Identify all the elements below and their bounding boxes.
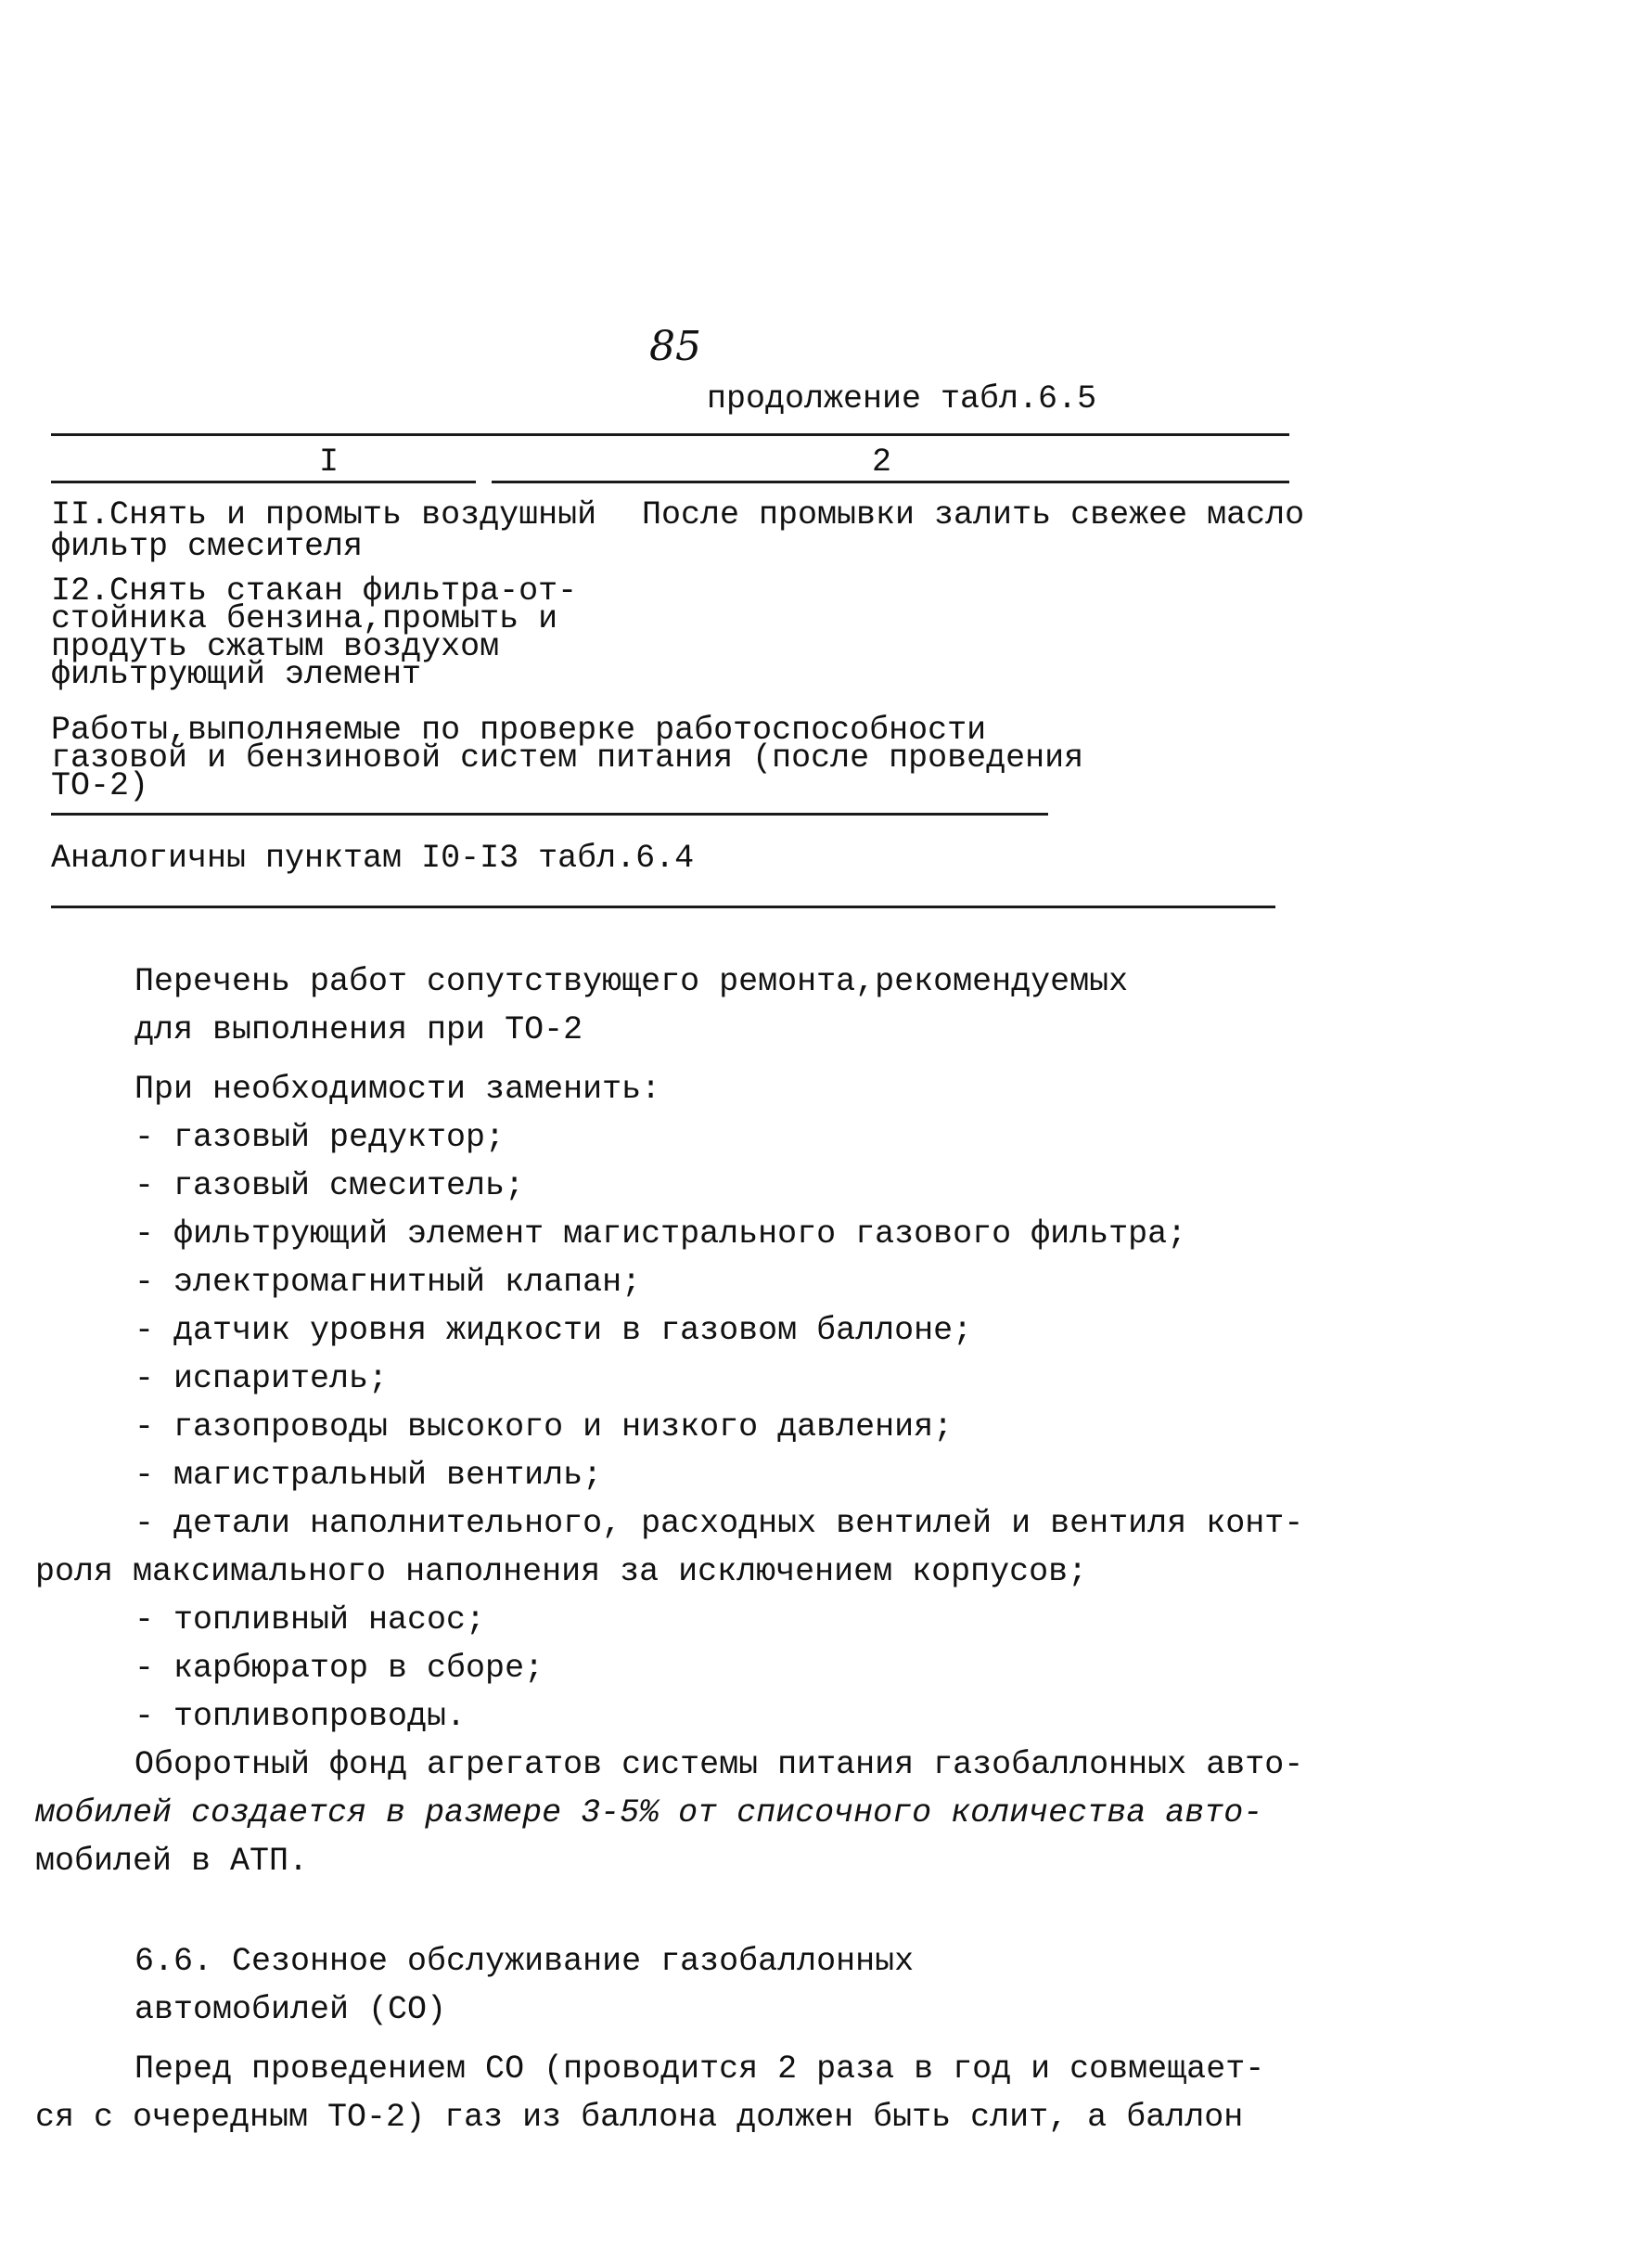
table-bottom-rule [51,906,1275,908]
list-item: - датчик уровня жидкости в газовом баллоне; [134,1312,973,1349]
reserve-paragraph-line-3: мобилей в АТП. [35,1843,309,1880]
section-6-6-paragraph-line-1: Перед проведением СО (проводится 2 раза в год и совмещает- [134,2050,1265,2088]
list-item: - испаритель; [134,1360,389,1397]
table-section-note: Аналогичны пунктам I0-I3 табл.6.4 [51,840,695,877]
list-item: - топливный насос; [134,1601,486,1639]
column-header-2: 2 [872,443,892,481]
table-section-title: Работы,выполняемые по проверке работоспособности газовой и бензиновой систем питания (после проведения ТО-2) [51,712,1084,804]
list-item: - газовый смеситель; [134,1167,525,1204]
list-item: - фильтрующий элемент магистрального газового фильтра; [134,1215,1187,1253]
table-continuation-caption: продолжение табл.6.5 [707,380,1097,418]
repair-list [134,1065,1303,1548]
repair-list-heading: Перечень работ сопутствующего ремонта,рекомендуемых для выполнения при ТО-2 [134,963,1129,1048]
column-header-1: I [319,443,339,481]
table-row-1-col-1: II.Снять и промыть воздушный фильтр смесителя [51,496,597,565]
list-item: - карбюратор в сборе; [134,1650,544,1687]
list-item: - газовый редуктор; [134,1119,506,1156]
list-item: - магистральный вентиль; [134,1457,603,1494]
section-6-6-title: 6.6. Сезонное обслуживание газобаллонных автомобилей (СО) [134,1943,915,2028]
list-item: - электромагнитный клапан; [134,1264,642,1301]
table-row-1-col-2: После промывки залить свежее масло [642,496,1305,533]
table-top-rule [51,433,1289,436]
list-item: - детали наполнительного, расходных вентилей и вентиля конт- [134,1505,1304,1542]
page-number: 85 [649,323,701,370]
repair-list-intro: При необходимости заменить: [134,1071,661,1108]
column-header-2-rule [492,481,1289,483]
table-section-title-rule [51,813,1048,816]
reserve-paragraph-line-1: Оборотный фонд агрегатов системы питания газобаллонных авто- [134,1746,1304,1783]
table-row-2-col-1: I2.Снять стакан фильтра-от- стойника бензина,промыть и продуть сжатым воздухом фильтрующий элемент [51,572,578,693]
reserve-paragraph-line-2: мобилей создается в размере 3-5% от списочного количества авто- [35,1794,1263,1831]
section-6-6-paragraph-line-2: ся с очередным ТО-2) газ из баллона должен быть слит, а баллон [35,2099,1244,2136]
column-header-1-rule [51,481,476,483]
list-item: - топливопроводы. [134,1698,467,1735]
list-item: - газопроводы высокого и низкого давления; [134,1408,954,1446]
repair-list-tail [134,1596,544,1741]
list-item-continuation: роля максимального наполнения за исключением корпусов; [35,1553,1088,1590]
